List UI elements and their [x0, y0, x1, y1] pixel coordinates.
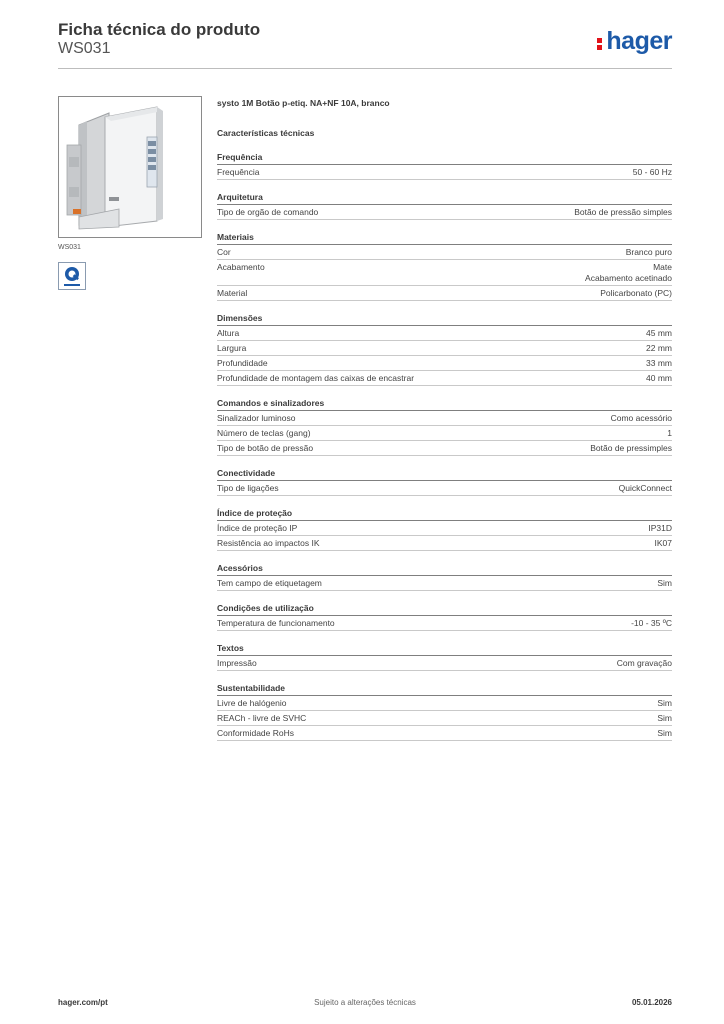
- footer-notice: Sujeito a alterações técnicas: [314, 998, 416, 1007]
- spec-value: [611, 413, 672, 424]
- spec-label: Altura: [217, 328, 240, 338]
- spec-row: [217, 371, 672, 386]
- spec-label: REACh - livre de SVHC: [217, 713, 307, 723]
- logo-dots-icon: [597, 38, 603, 50]
- spec-row: [217, 205, 672, 220]
- spec-value-line: Sim: [657, 713, 672, 723]
- spec-group: [217, 313, 672, 386]
- spec-group-title: Condições de utilização: [217, 603, 672, 616]
- spec-row: [217, 576, 672, 591]
- spec-label: Temperatura de funcionamento: [217, 618, 335, 628]
- spec-label: Tipo de botão de pressão: [217, 443, 314, 453]
- spec-value: [590, 443, 672, 454]
- spec-group: [217, 152, 672, 180]
- spec-row: [217, 441, 672, 456]
- spec-row: [217, 426, 672, 441]
- spec-value: [657, 698, 672, 709]
- spec-label: Conformidade RoHs: [217, 728, 295, 738]
- spec-row: [217, 260, 672, 286]
- footer-date: 05.01.2026: [631, 998, 672, 1007]
- spec-value-line: Como acessório: [610, 413, 672, 423]
- spec-label: Tipo de orgão de comando: [217, 207, 319, 217]
- spec-group-title: Acessórios: [217, 563, 672, 576]
- spec-row: [217, 481, 672, 496]
- spec-value-line: Acabamento acetinado: [585, 273, 672, 283]
- spec-label: Tem campo de etiquetagem: [217, 578, 322, 588]
- spec-value-line: Sim: [657, 728, 672, 738]
- product-image: [58, 96, 202, 238]
- spec-value-line: 33 mm: [646, 358, 672, 368]
- spec-value-line: QuickConnect: [618, 483, 672, 493]
- product-reference: WS031: [58, 40, 111, 57]
- spec-value: [646, 373, 672, 384]
- spec-value: [646, 343, 672, 354]
- spec-value: [619, 483, 672, 494]
- spec-group-title: Arquitetura: [217, 192, 672, 205]
- spec-group: [217, 683, 672, 741]
- spec-label: Sinalizador luminoso: [217, 413, 296, 423]
- spec-label: Impressão: [217, 658, 257, 668]
- header-divider: [58, 68, 672, 69]
- spec-group-title: Materiais: [217, 232, 672, 245]
- spec-group-title: Textos: [217, 643, 672, 656]
- footer-website: hager.com/pt: [58, 998, 108, 1007]
- spec-group: [217, 192, 672, 220]
- spec-value-line: IK07: [654, 538, 672, 548]
- technical-specs: [217, 96, 672, 741]
- spec-row: [217, 286, 672, 301]
- image-caption: WS031: [58, 244, 81, 251]
- section-heading: Características técnicas: [217, 128, 315, 138]
- page-footer: [58, 998, 672, 1012]
- spec-label: Índice de proteção IP: [217, 523, 298, 533]
- spec-value-line: 1: [667, 428, 672, 438]
- spec-group: [217, 232, 672, 301]
- page-header: [58, 18, 672, 68]
- spec-label: Número de teclas (gang): [217, 428, 311, 438]
- spec-value: [657, 578, 672, 589]
- spec-group-title: Conectividade: [217, 468, 672, 481]
- spec-value: [600, 288, 672, 299]
- spec-row: [217, 165, 672, 180]
- spec-value-line: 22 mm: [646, 343, 672, 353]
- spec-row: [217, 696, 672, 711]
- spec-row: [217, 711, 672, 726]
- hager-logo: [606, 26, 672, 56]
- spec-label: Acabamento: [217, 262, 265, 272]
- document-title: Ficha técnica do produto: [58, 20, 261, 39]
- spec-value-line: Botão de pressimples: [590, 443, 672, 453]
- spec-value-line: 40 mm: [646, 373, 672, 383]
- spec-value-line: Com gravação: [616, 658, 672, 668]
- spec-label: Profundidade: [217, 358, 268, 368]
- spec-value: [574, 207, 672, 218]
- spec-value: [585, 262, 672, 284]
- spec-row: [217, 411, 672, 426]
- spec-group: [217, 563, 672, 591]
- spec-value-line: Branco puro: [625, 247, 672, 257]
- spec-value: [667, 428, 672, 439]
- product-name: systo 1M Botão p-etiq. NA+NF 10A, branco: [217, 98, 390, 108]
- spec-value: [648, 523, 672, 534]
- spec-value-line: 50 - 60 Hz: [632, 167, 672, 177]
- spec-value: [633, 167, 672, 178]
- spec-group-title: Frequência: [217, 152, 672, 165]
- spec-row: [217, 726, 672, 741]
- spec-row: [217, 245, 672, 260]
- spec-value-line: 45 mm: [646, 328, 672, 338]
- spec-value: [631, 618, 672, 629]
- spec-label: Cor: [217, 247, 231, 257]
- spec-row: [217, 616, 672, 631]
- spec-value: [646, 358, 672, 369]
- quickconnect-q-logo-icon: [58, 262, 86, 290]
- spec-group-title: Índice de proteção: [217, 508, 672, 521]
- spec-value-line: IP31D: [648, 523, 672, 533]
- spec-value-line: Sim: [657, 578, 672, 588]
- spec-value: [626, 247, 672, 258]
- spec-value-line: Sim: [657, 698, 672, 708]
- spec-group-title: Dimensões: [217, 313, 672, 326]
- spec-label: Profundidade de montagem das caixas de encastrar: [217, 373, 415, 383]
- spec-row: [217, 536, 672, 551]
- spec-value: [657, 713, 672, 724]
- spec-value: [655, 538, 673, 549]
- spec-row: [217, 326, 672, 341]
- spec-label: Livre de halógenio: [217, 698, 287, 708]
- spec-row: [217, 521, 672, 536]
- spec-label: Largura: [217, 343, 247, 353]
- spec-value-line: Policarbonato (PC): [600, 288, 672, 298]
- spec-groups: [217, 152, 672, 741]
- spec-row: [217, 356, 672, 371]
- spec-label: Resistência ao impactos IK: [217, 538, 320, 548]
- spec-value-line: Mate: [653, 262, 672, 272]
- spec-value: [657, 728, 672, 739]
- spec-group-title: Sustentabilidade: [217, 683, 672, 696]
- spec-group: [217, 603, 672, 631]
- spec-group: [217, 468, 672, 496]
- spec-row: [217, 656, 672, 671]
- spec-label: Material: [217, 288, 248, 298]
- spec-group: [217, 643, 672, 671]
- spec-row: [217, 341, 672, 356]
- spec-value: [646, 328, 672, 339]
- spec-value-line: -10 - 35 ºC: [631, 618, 672, 628]
- spec-label: Tipo de ligações: [217, 483, 279, 493]
- spec-group-title: Comandos e sinalizadores: [217, 398, 672, 411]
- spec-label: Frequência: [217, 167, 260, 177]
- spec-value: [617, 658, 672, 669]
- brand-name: hager: [606, 27, 672, 55]
- spec-group: [217, 508, 672, 551]
- spec-value-line: Botão de pressão simples: [574, 207, 672, 217]
- spec-group: [217, 398, 672, 456]
